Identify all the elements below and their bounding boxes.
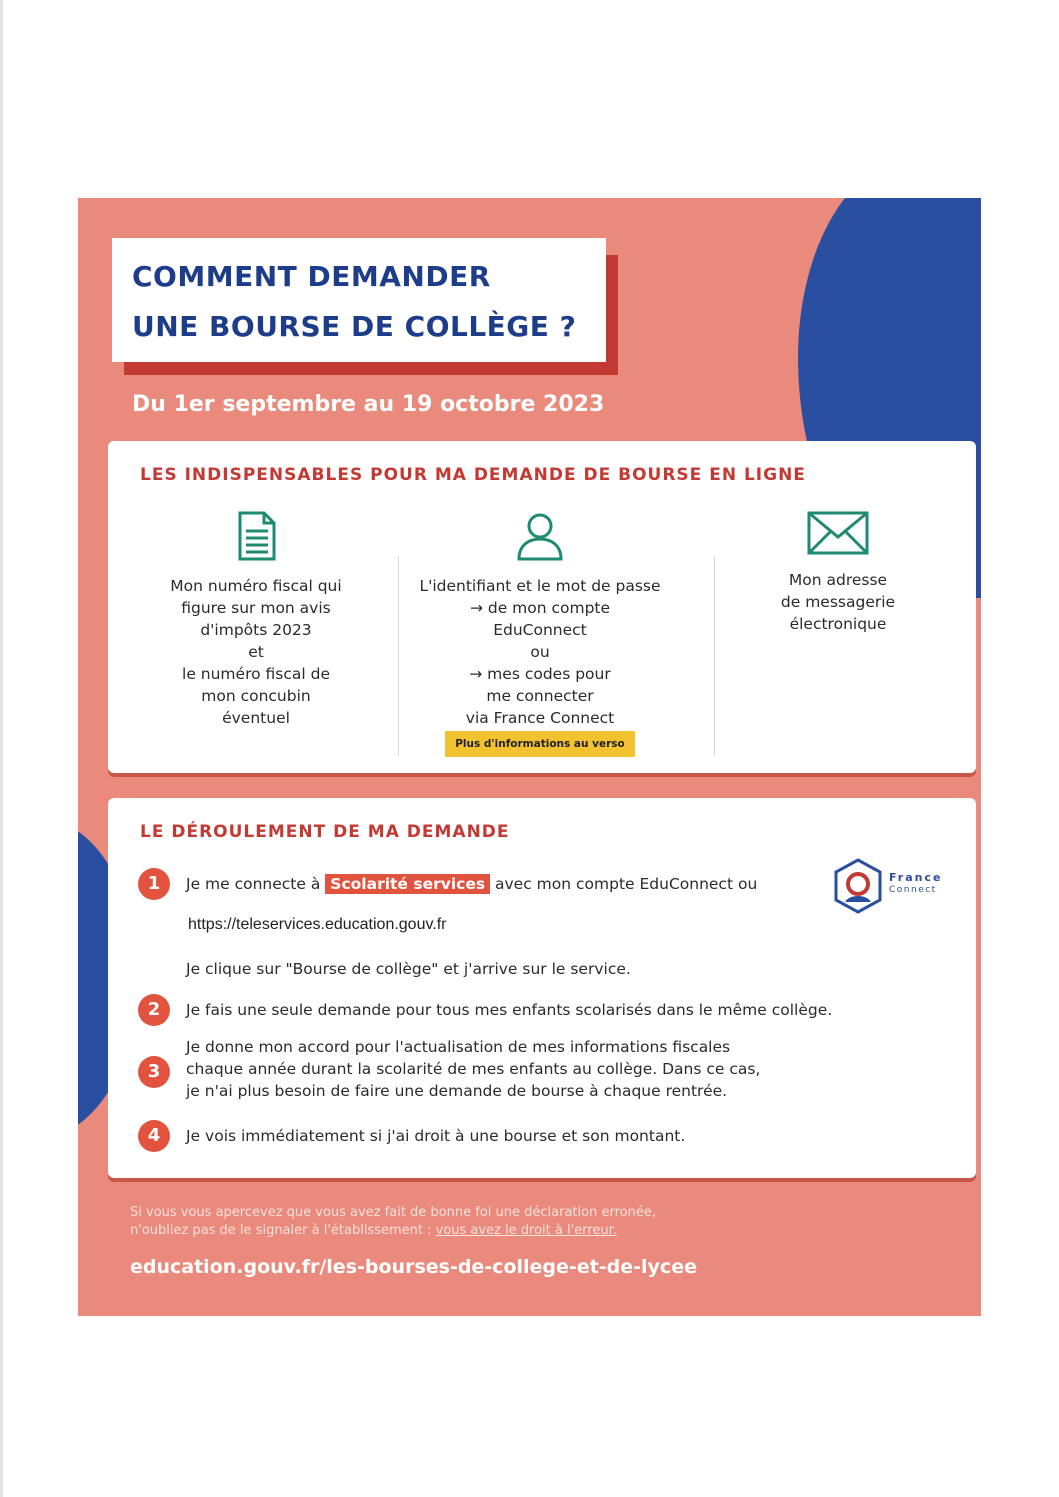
envelope-icon — [807, 511, 869, 555]
footer-note — [130, 1204, 790, 1240]
france-connect-line2: Connect — [889, 885, 937, 895]
step-1-followup: Je clique sur "Bourse de collège" et j'arrive sur le service. — [186, 960, 631, 978]
right-to-error-link[interactable]: vous avez le droit à l'erreur. — [435, 1223, 617, 1238]
footer-note-line — [130, 1222, 790, 1240]
france-connect-text — [889, 872, 942, 896]
step-number: 1 — [138, 868, 170, 900]
page-title-line2: UNE BOURSE DE COLLÈGE ? — [132, 310, 577, 343]
user-icon — [515, 511, 565, 561]
essentials-title: LES INDISPENSABLES POUR MA DEMANDE DE BOURSE EN LIGNE — [140, 465, 806, 485]
essential-text: Mon numéro fiscal qui — [170, 577, 342, 595]
essentials-card — [108, 441, 976, 773]
france-connect-logo[interactable] — [833, 858, 963, 914]
essential-fiscal-number — [136, 511, 376, 729]
essential-text: L'identifiant et le mot de passe — [419, 577, 661, 595]
column-divider — [714, 556, 715, 756]
step-text-line: je n'ai plus besoin de faire une demande de bourse à chaque rentrée. — [186, 1082, 728, 1100]
essential-email — [718, 511, 958, 635]
essential-text: d'impôts 2023 — [200, 621, 312, 639]
france-connect-icon — [833, 858, 883, 914]
footer-url[interactable]: education.gouv.fr/les-bourses-de-college-et-de-lycee — [130, 1256, 697, 1278]
essential-text: mon concubin — [201, 687, 311, 705]
essential-text: → de mon compte — [469, 599, 611, 617]
step-number: 3 — [138, 1056, 170, 1088]
essential-text: éventuel — [222, 709, 290, 727]
footer-note-line: Si vous vous apercevez que vous avez fait de bonne foi une déclaration erronée, — [130, 1205, 656, 1220]
process-title: LE DÉROULEMENT DE MA DEMANDE — [140, 822, 510, 842]
process-card — [108, 798, 976, 1178]
application-dates: Du 1er septembre au 19 octobre 2023 — [132, 392, 605, 417]
essential-text: EduConnect — [493, 621, 587, 639]
essential-text: Mon adresse — [788, 571, 888, 589]
essential-text: → mes codes pour — [469, 665, 611, 683]
more-info-badge: Plus d'informations au verso — [445, 731, 635, 757]
essential-text: figure sur mon avis — [181, 599, 331, 617]
page-title-line1: COMMENT DEMANDER — [132, 260, 491, 293]
essential-text: électronique — [789, 615, 887, 633]
essential-text: de messagerie — [780, 593, 896, 611]
essential-text: ou — [530, 643, 550, 661]
essential-text: via France Connect — [465, 709, 615, 727]
essential-text: le numéro fiscal de — [182, 665, 330, 683]
step-text-part: Je me connecte à — [186, 875, 321, 893]
essential-educonnect — [390, 511, 690, 757]
step-text-part: avec mon compte EduConnect ou — [495, 875, 758, 893]
step-text-line: chaque année durant la scolarité de mes enfants au collège. Dans ce cas, — [186, 1060, 761, 1078]
step-text: Je fais une seule demande pour tous mes enfants scolarisés dans le même collège. — [186, 1001, 833, 1019]
footer-note-text: n'oubliez pas de le signaler à l'établissement : — [130, 1223, 432, 1238]
teleservices-url[interactable]: https://teleservices.education.gouv.fr — [188, 916, 447, 933]
step-text: Je vois immédiatement si j'ai droit à une bourse et son montant. — [186, 1127, 686, 1145]
title-box — [112, 238, 606, 362]
poster — [78, 198, 981, 1316]
scolarite-services-link[interactable]: Scolarité services — [325, 874, 490, 894]
step-text — [186, 873, 757, 895]
page-edge — [0, 0, 3, 1497]
step-text-line: Je donne mon accord pour l'actualisation de mes informations fiscales — [186, 1038, 731, 1056]
step-number: 4 — [138, 1120, 170, 1152]
document-icon — [236, 511, 276, 561]
france-connect-line1: France — [889, 871, 943, 884]
essential-text: me connecter — [486, 687, 594, 705]
step-text — [186, 1036, 760, 1102]
step-number: 2 — [138, 994, 170, 1026]
essential-text: et — [248, 643, 264, 661]
